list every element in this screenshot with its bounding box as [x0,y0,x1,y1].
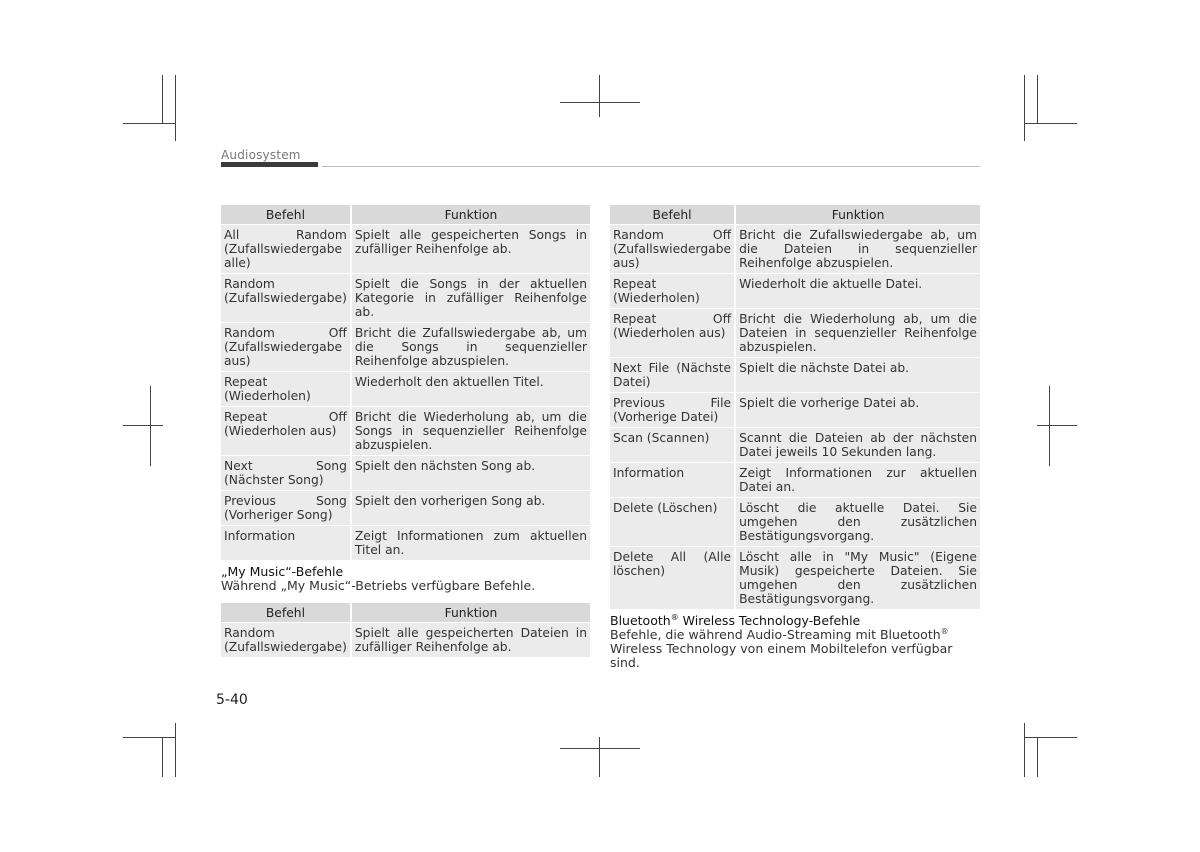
function-cell: Wiederholt die aktuelle Datei. [736,274,980,308]
function-cell: Spielt die Songs in der aktuellen Kategorie in zufälliger Reihenfolge ab. [352,274,590,322]
column-header: Funktion [736,205,980,224]
table-row [610,393,980,427]
my-music-section-text: Während „My Music“-Betriebs verfügbare Befehle. [221,578,536,593]
crop-mark [1024,75,1025,141]
command-cell: Next Song (Nächster Song) [221,456,350,490]
function-cell: Spielt die nächste Datei ab. [736,358,980,392]
table-row [221,225,590,273]
table-row [610,498,980,546]
table-row [221,623,590,657]
command-cell: Random (Zufallswiedergabe) [221,623,350,657]
table-header-row [221,205,590,224]
command-cell: Delete (Löschen) [610,498,734,546]
crop-mark [1024,723,1025,777]
registration-mark [1037,425,1077,426]
command-cell: Repeat Off (Wiederholen aus) [610,309,734,357]
command-cell: Information [221,526,350,560]
crop-mark [123,737,176,738]
table-row [221,407,590,455]
column-header: Funktion [352,205,590,224]
command-cell: Previous File (Vorherige Datei) [610,393,734,427]
function-cell: Spielt alle gespeicherten Dateien in zufälliger Reihenfolge ab. [352,623,590,657]
crop-mark [1037,75,1038,123]
table-row [221,274,590,322]
registration-mark [599,737,600,777]
command-cell: Random Off (Zufallswiedergabe aus) [610,225,734,273]
crop-mark [162,75,163,123]
crop-mark [175,75,176,141]
column-header: Funktion [352,603,590,622]
registration-mark [560,102,640,103]
column-header: Befehl [221,603,350,622]
page-number: 5-40 [216,692,248,708]
my-music-section-title: „My Music“-Befehle [221,564,344,579]
function-cell: Scannt die Dateien ab der nächsten Datei jeweils 10 Sekunden lang. [736,428,980,462]
registration-mark [123,425,163,426]
bluetooth-section-title: Bluetooth® Wireless Technology-Befehle [610,612,861,628]
column-header: Befehl [221,205,350,224]
function-cell: Wiederholt den aktuellen Titel. [352,372,590,406]
column-header: Befehl [610,205,734,224]
function-cell: Spielt den vorherigen Song ab. [352,491,590,525]
header-bar [221,162,318,167]
crop-mark [1037,737,1038,777]
function-cell: Bricht die Wiederholung ab, um die Dateien in sequenzieller Reihenfolge abzuspielen. [736,309,980,357]
command-cell: Repeat (Wiederholen) [610,274,734,308]
table-row [610,225,980,273]
crop-mark [162,737,163,777]
command-table-2 [221,602,590,658]
table-row [221,372,590,406]
table-row [610,463,980,497]
command-cell: Repeat (Wiederholen) [221,372,350,406]
command-cell: Previous Song (Vorheriger Song) [221,491,350,525]
crop-mark [1024,737,1077,738]
command-cell: All Random (Zufallswiedergabe alle) [221,225,350,273]
registration-mark [599,75,600,117]
command-cell: Information [610,463,734,497]
registered-mark: ® [940,626,949,636]
table-header-row [221,603,590,622]
function-cell: Spielt den nächsten Song ab. [352,456,590,490]
crop-mark [123,123,176,124]
table-row [610,547,980,609]
function-cell: Spielt alle gespeicherten Songs in zufälliger Reihenfolge ab. [352,225,590,273]
left-column [221,204,590,658]
function-cell: Bricht die Zufallswiedergabe ab, um die Songs in sequenzieller Reihenfolge abzuspielen. [352,323,590,371]
function-cell: Zeigt Informationen zum aktuellen Titel an. [352,526,590,560]
bluetooth-section-text: Befehle, die während Audio-Streaming mit Bluetooth® Wireless Technology von einem Mobiltelefon verfügbar sind. [610,626,953,670]
header-rule [322,166,980,167]
registration-mark [560,748,640,749]
command-cell: Random Off (Zufallswiedergabe aus) [221,323,350,371]
function-cell: Spielt die vorherige Datei ab. [736,393,980,427]
command-cell: Random (Zufallswiedergabe) [221,274,350,322]
command-cell: Repeat Off (Wiederholen aus) [221,407,350,455]
function-cell: Bricht die Wiederholung ab, um die Songs in sequenzieller Reihenfolge abzuspielen. [352,407,590,455]
function-cell: Bricht die Zufallswiedergabe ab, um die Dateien in sequenzieller Reihenfolge abzuspielen. [736,225,980,273]
table-row [610,358,980,392]
function-cell: Zeigt Informationen zur aktuellen Datei an. [736,463,980,497]
table-row [610,274,980,308]
table-header-row [610,205,980,224]
command-table-1 [221,204,590,561]
crop-mark [175,723,176,777]
registration-mark [1049,386,1050,466]
command-table-3 [610,204,980,610]
section-header: Audiosystem [221,148,301,162]
command-cell: Delete All (Alle löschen) [610,547,734,609]
registration-mark [150,386,151,466]
table-row [221,323,590,371]
registered-mark: ® [670,612,679,622]
table-row [221,456,590,490]
command-cell: Scan (Scannen) [610,428,734,462]
table-row [221,526,590,560]
right-column [610,204,980,679]
crop-mark [1024,123,1077,124]
function-cell: Löscht die aktuelle Datei. Sie umgehen den zusätzlichen Bestätigungsvorgang. [736,498,980,546]
table-row [610,309,980,357]
command-cell: Next File (Nächste Datei) [610,358,734,392]
table-row [610,428,980,462]
function-cell: Löscht alle in "My Music" (Eigene Musik) gespeicherte Dateien. Sie umgehen den zusätzlichen Bestätigungsvorgang. [736,547,980,609]
table-row [221,491,590,525]
